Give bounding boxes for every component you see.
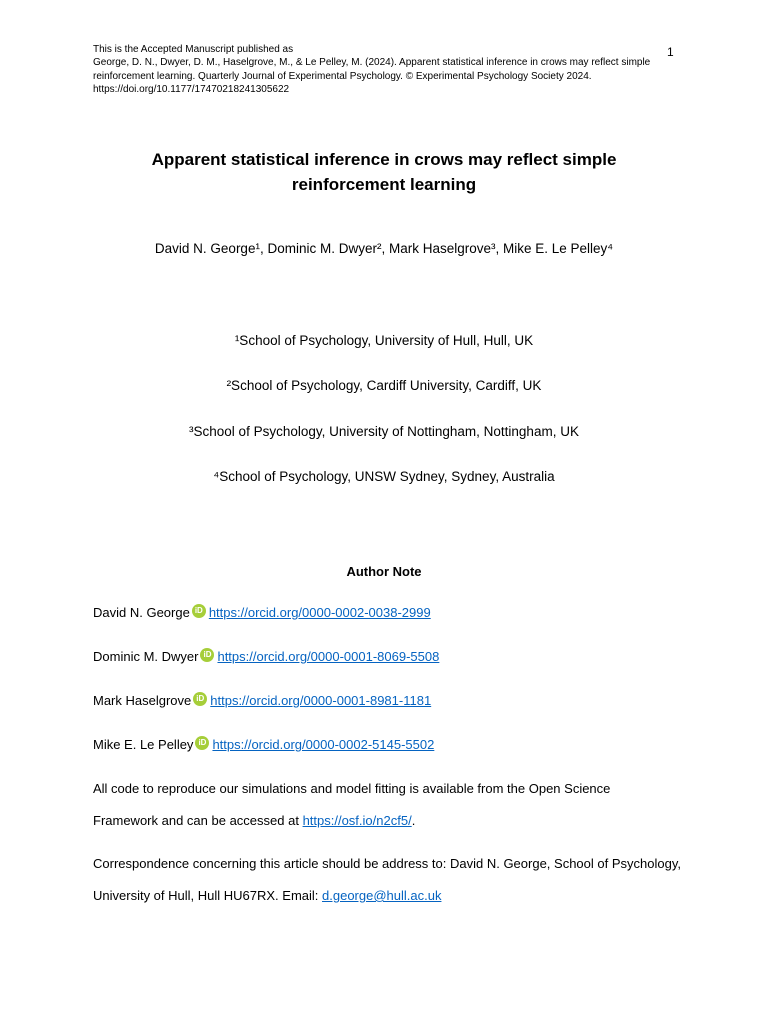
- orcid-name: Mike E. Le Pelley: [93, 737, 194, 752]
- author-list: David N. George¹, Dominic M. Dwyer², Mark Haselgrove³, Mike E. Le Pelley⁴: [154, 241, 614, 256]
- title-line-1: Apparent statistical inference in crows may reflect simple: [151, 150, 617, 169]
- page-number: 1: [667, 45, 674, 59]
- code-availability-line-2: [93, 813, 693, 828]
- orcid-row-haselgrove: [93, 693, 431, 708]
- orcid-icon: iD: [193, 692, 207, 706]
- correspondence-line-1: Correspondence concerning this article should be address to: David N. George, School of Psychology,: [93, 856, 681, 871]
- orcid-row-george: [93, 605, 431, 620]
- code-prefix: Framework and can be accessed at: [93, 813, 303, 828]
- header-doi: https://doi.org/10.1177/17470218241305622: [93, 83, 290, 95]
- correspondence-prefix: University of Hull, Hull HU67RX. Email:: [93, 888, 323, 903]
- orcid-link[interactable]: https://orcid.org/0000-0002-5145-5502: [212, 737, 435, 752]
- code-availability-line-1: All code to reproduce our simulations and model fitting is available from the Open Science: [93, 781, 611, 796]
- orcid-name: Mark Haselgrove: [93, 693, 192, 708]
- citation-header: [93, 43, 693, 96]
- orcid-icon: iD: [195, 736, 209, 750]
- code-suffix: .: [411, 813, 416, 828]
- orcid-row-dwyer: [93, 649, 439, 664]
- orcid-icon: iD: [200, 648, 214, 662]
- affiliation-2: ²School of Psychology, Cardiff University, Cardiff, UK: [226, 378, 542, 393]
- osf-link[interactable]: https://osf.io/n2cf5/: [302, 813, 412, 828]
- orcid-link[interactable]: https://orcid.org/0000-0001-8981-1181: [210, 693, 432, 708]
- header-line-2: George, D. N., Dwyer, D. M., Haselgrove, M., & Le Pelley, M. (2024). Apparent statistical inference in crows may reflect simple: [93, 57, 651, 69]
- paper-title: [93, 147, 675, 197]
- affiliation-4: ⁴School of Psychology, UNSW Sydney, Sydney, Australia: [213, 469, 555, 484]
- orcid-link[interactable]: https://orcid.org/0000-0002-0038-2999: [208, 605, 431, 620]
- header-line-3: reinforcement learning. Quarterly Journal of Experimental Psychology. © Experimental Psychology Society 2024.: [93, 70, 592, 82]
- orcid-icon: iD: [192, 604, 206, 618]
- orcid-name: Dominic M. Dwyer: [93, 649, 199, 664]
- correspondence-line-2: [93, 888, 693, 903]
- orcid-row-le-pelley: [93, 737, 434, 752]
- header-line-1: This is the Accepted Manuscript published as: [93, 44, 294, 55]
- email-link[interactable]: d.george@hull.ac.uk: [322, 888, 442, 903]
- orcid-link[interactable]: https://orcid.org/0000-0001-8069-5508: [217, 649, 440, 664]
- author-note-heading: Author Note: [346, 564, 422, 579]
- orcid-name: David N. George: [93, 605, 190, 620]
- affiliation-3: ³School of Psychology, University of Nottingham, Nottingham, UK: [189, 424, 579, 439]
- affiliation-1: ¹School of Psychology, University of Hull, Hull, UK: [234, 333, 534, 348]
- title-line-2: reinforcement learning: [291, 175, 477, 194]
